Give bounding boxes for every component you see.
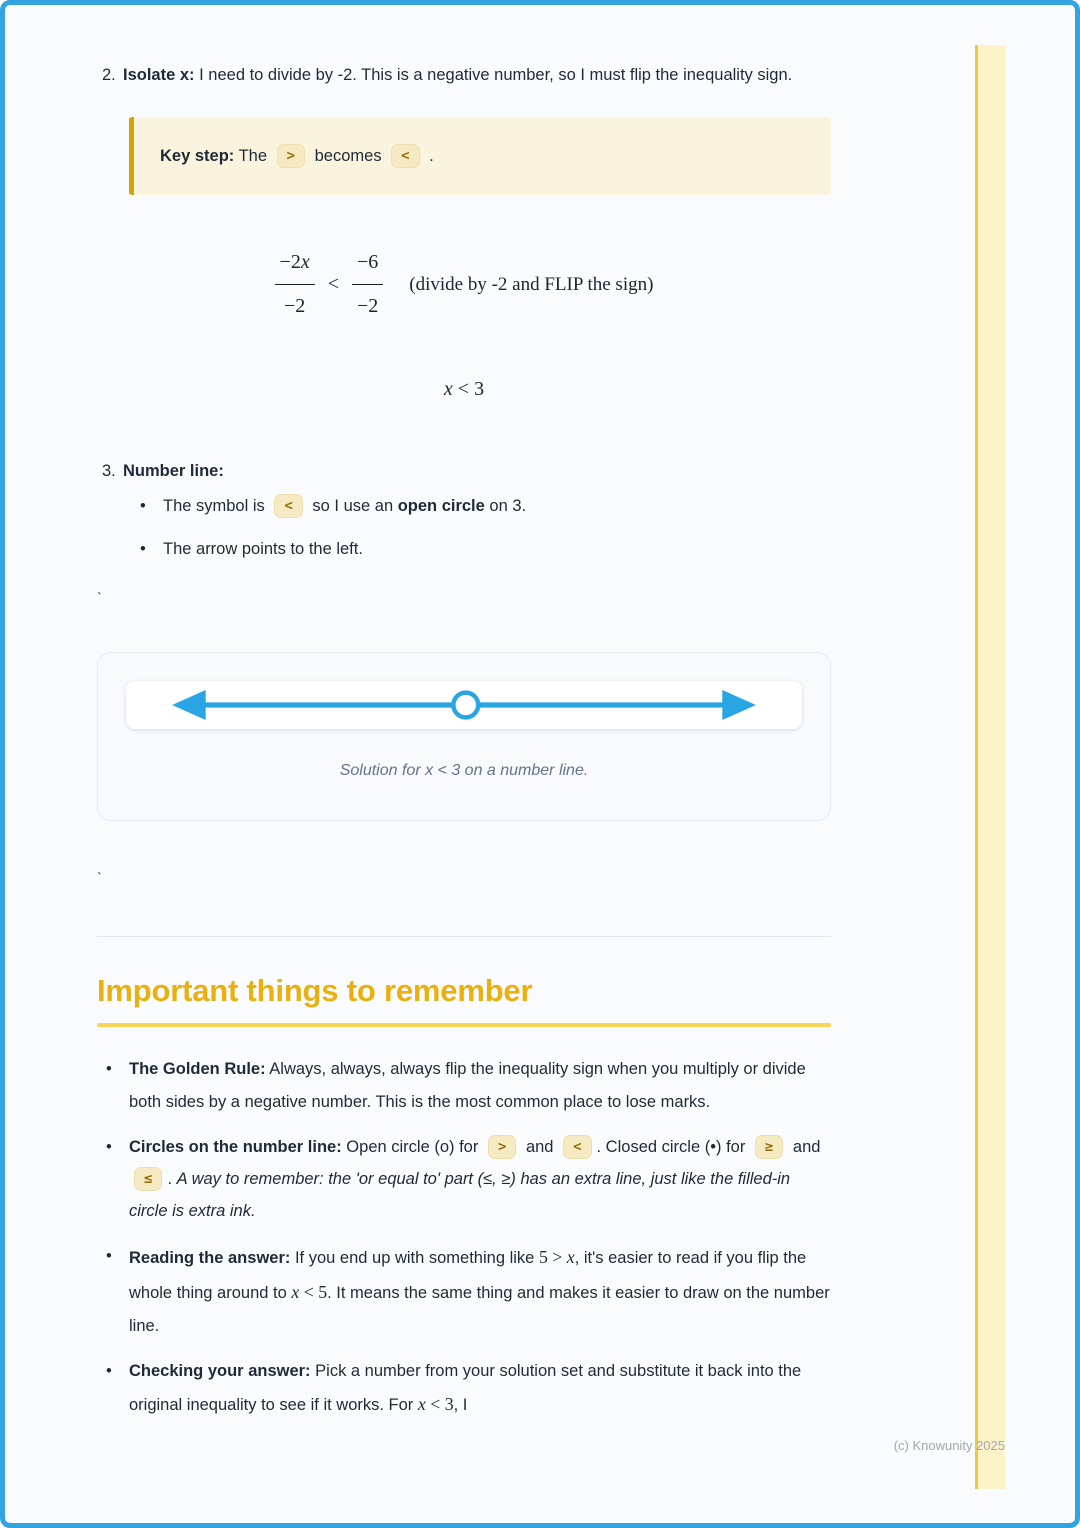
step-number: 3. bbox=[102, 462, 116, 481]
step-text bbox=[123, 59, 831, 91]
bullet-marker: • bbox=[140, 496, 146, 515]
text-segment: If you end up with something like bbox=[290, 1249, 539, 1268]
inequality-badge: < bbox=[563, 1135, 591, 1159]
text-segment: The bbox=[234, 147, 272, 166]
bullet-text bbox=[129, 1355, 831, 1422]
text-segment: and bbox=[521, 1137, 559, 1156]
bullet-marker: • bbox=[106, 1361, 112, 1380]
text-segment: . It means the same thing and makes it easier to draw on the number line. bbox=[129, 1283, 830, 1335]
callout-text bbox=[160, 140, 805, 172]
text-segment: . Closed circle (•) for bbox=[596, 1137, 750, 1156]
text-segment: . bbox=[424, 147, 434, 166]
text-segment: open circle bbox=[397, 496, 485, 515]
inequality-badge: < bbox=[391, 144, 419, 168]
numerator-coefficient: −2 bbox=[279, 251, 301, 274]
text-segment: x bbox=[291, 1281, 300, 1302]
step-number: 2. bbox=[102, 66, 116, 84]
bullet-text bbox=[163, 490, 831, 522]
text-segment: The symbol is bbox=[163, 496, 270, 515]
text-segment: x bbox=[417, 1394, 426, 1415]
stray-backtick: ` bbox=[97, 589, 102, 607]
text-segment: , it's easier to read if you flip the whole thing around to bbox=[129, 1249, 807, 1302]
equation-annotation: (divide by -2 and FLIP the sign) bbox=[409, 274, 654, 296]
text-segment: Reading the answer: bbox=[129, 1249, 291, 1268]
bullet-marker: • bbox=[106, 1137, 112, 1156]
text-segment: Always, always, always flip the inequality sign when you multiply or divide both sides by a negative number. This is the most common place to lose marks. bbox=[129, 1060, 806, 1111]
bullet-item bbox=[106, 1131, 831, 1228]
text-segment: x bbox=[566, 1247, 575, 1268]
stray-backtick: ` bbox=[97, 870, 102, 888]
solution-equation bbox=[97, 370, 831, 409]
inequality-badge: ≤ bbox=[134, 1167, 162, 1191]
text-segment: becomes bbox=[310, 147, 387, 166]
inequality-badge: ≥ bbox=[755, 1135, 783, 1159]
numberline-card bbox=[97, 652, 831, 821]
heading-underline bbox=[97, 1023, 831, 1027]
text-segment: on 3. bbox=[484, 496, 527, 515]
text-segment: and bbox=[788, 1137, 821, 1156]
numberline-caption: Solution for x < 3 on a number line. bbox=[339, 761, 589, 779]
text-segment: . bbox=[167, 1169, 177, 1188]
copyright-notice: (c) Knowunity 2025 bbox=[893, 1438, 1005, 1453]
bullet-item bbox=[140, 533, 831, 565]
step-title-text: Number line: bbox=[123, 462, 224, 481]
text-segment: Isolate x: bbox=[123, 66, 195, 84]
text-segment: , I bbox=[453, 1396, 468, 1415]
key-step-callout bbox=[129, 117, 831, 195]
right-arrow-icon bbox=[722, 690, 756, 720]
fraction-left-denominator: −2 bbox=[283, 295, 306, 318]
remember-list bbox=[106, 1053, 831, 1421]
bullet-marker: • bbox=[106, 1060, 112, 1079]
notebook-margin-strip bbox=[975, 45, 1005, 1489]
fraction-left bbox=[275, 243, 315, 326]
fraction-right bbox=[352, 243, 383, 326]
left-arrow-icon bbox=[172, 690, 206, 720]
content bbox=[97, 5, 831, 1422]
text-segment: < 3 bbox=[425, 1394, 454, 1415]
section-divider bbox=[97, 936, 831, 937]
text-segment: x bbox=[443, 378, 453, 401]
bullet-text: The arrow points to the left. bbox=[163, 539, 363, 558]
inequality-badge: > bbox=[488, 1135, 516, 1159]
relation-sign: < bbox=[327, 273, 339, 296]
bullet-item bbox=[106, 1240, 831, 1342]
text-segment: so I use an bbox=[307, 496, 398, 515]
text-segment: Key step: bbox=[160, 147, 235, 166]
bullet-item bbox=[106, 1355, 831, 1422]
text-segment: 5 > bbox=[538, 1247, 567, 1268]
numbered-step-2 bbox=[97, 59, 831, 91]
text-segment: Open circle (o) for bbox=[341, 1137, 483, 1156]
text-segment: < 5 bbox=[299, 1281, 328, 1302]
bullet-item bbox=[140, 490, 831, 522]
text-segment: Circles on the number line: bbox=[129, 1137, 342, 1156]
bullet-marker: • bbox=[140, 539, 146, 558]
bullet-text bbox=[129, 1053, 831, 1117]
section-heading: Important things to remember bbox=[97, 973, 533, 1009]
text-segment: The Golden Rule: bbox=[129, 1060, 266, 1079]
text-segment: A way to remember: the 'or equal to' part (≤, ≥) has an extra line, just like the filled-in circle is extra ink. bbox=[129, 1169, 791, 1221]
bullet-text bbox=[129, 1131, 831, 1228]
bullet-text bbox=[129, 1240, 831, 1342]
step-title bbox=[123, 455, 831, 487]
equation-display bbox=[97, 243, 831, 326]
open-circle-marker bbox=[453, 692, 478, 717]
text-segment: < 3 bbox=[452, 378, 485, 401]
fraction-right-numerator: −6 bbox=[352, 243, 383, 285]
numberline-graphic bbox=[132, 682, 796, 728]
bullet-marker: • bbox=[106, 1247, 112, 1266]
inequality-badge: > bbox=[277, 144, 305, 168]
numbered-step-3 bbox=[97, 455, 831, 487]
text-segment: Pick a number from your solution set and substitute it back into the original inequality to see if it works. For bbox=[129, 1361, 802, 1415]
fraction-right-denominator: −2 bbox=[357, 295, 379, 318]
text-segment: I need to divide by -2. This is a negative number, so I must flip the inequality sign. bbox=[194, 66, 793, 84]
numerator-variable: x bbox=[300, 251, 310, 274]
fraction-left-numerator bbox=[275, 243, 315, 285]
bullet-item bbox=[106, 1053, 831, 1117]
numberline-track bbox=[126, 681, 802, 729]
inequality-badge: < bbox=[274, 494, 302, 518]
text-segment: Checking your answer: bbox=[129, 1361, 311, 1380]
step3-bullet-list bbox=[140, 490, 831, 565]
